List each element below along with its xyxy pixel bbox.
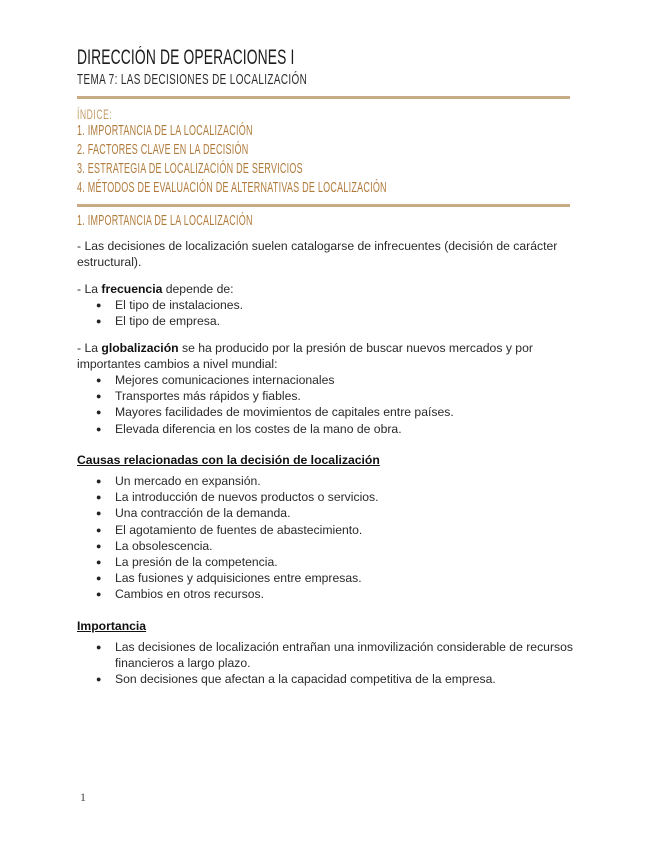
list-item: ● Transportes más rápidos y fiables. (77, 388, 577, 404)
list-item: ● La obsolescencia. (77, 538, 577, 554)
list-item: ● Elevada diferencia en los costes de la mano de obra. (77, 421, 577, 437)
frecuencia-list (77, 297, 577, 329)
frecuencia-suffix: depende de: (162, 282, 234, 296)
list-item: ● Las decisiones de localización entrañan una inmovilización considerable de recursos financieros a largo plazo. (77, 639, 577, 671)
causas-list (77, 473, 577, 603)
list-item: ● El tipo de instalaciones. (77, 297, 577, 313)
index-item-4: 4. MÉTODOS DE EVALUACIÓN DE ALTERNATIVAS DE LOCALIZACIÓN (77, 180, 387, 196)
importancia-list (77, 639, 577, 688)
list-item: ● Mejores comunicaciones internacionales (77, 372, 577, 388)
frecuencia-paragraph (77, 281, 577, 297)
list-item: ● La presión de la competencia. (77, 554, 577, 570)
list-item: ● Son decisiones que afectan a la capacidad competitiva de la empresa. (77, 671, 577, 687)
section-heading: 1. IMPORTANCIA DE LA LOCALIZACIÓN (77, 213, 253, 229)
document-subtitle: TEMA 7: LAS DECISIONES DE LOCALIZACIÓN (77, 71, 308, 88)
index-item-1: 1. IMPORTANCIA DE LA LOCALIZACIÓN (77, 123, 253, 139)
globalizacion-prefix: - La (77, 341, 102, 355)
globalizacion-list (77, 372, 577, 437)
globalizacion-suffix: se ha producido por la presión de buscar nuevos mercados y por importantes cambios a nivel mundial: (77, 341, 533, 372)
list-item: ● La introducción de nuevos productos o servicios. (77, 489, 577, 505)
list-item: ● El agotamiento de fuentes de abastecimiento. (77, 522, 577, 538)
list-item: ● Cambios en otros recursos. (77, 586, 577, 602)
list-item: ● El tipo de empresa. (77, 313, 577, 329)
index-item-2: 2. FACTORES CLAVE EN LA DECISIÓN (77, 142, 249, 158)
globalizacion-paragraph (77, 340, 577, 372)
index-heading: ÍNDICE: (77, 106, 113, 122)
list-item: ● Un mercado en expansión. (77, 473, 577, 489)
intro-paragraph: - Las decisiones de localización suelen catalogarse de infrecuentes (decisión de carácter estructural). (77, 239, 558, 270)
frecuencia-prefix: - La (77, 282, 102, 296)
list-item: ● Mayores facilidades de movimientos de capitales entre países. (77, 404, 577, 420)
list-item: ● Una contracción de la demanda. (77, 505, 577, 521)
index-item-3: 3. ESTRATEGIA DE LOCALIZACIÓN DE SERVICIOS (77, 161, 303, 177)
globalizacion-term: globalización (101, 341, 179, 355)
frecuencia-term: frecuencia (101, 282, 163, 296)
header-divider (77, 96, 570, 99)
page-number: 1 (80, 790, 86, 804)
list-item: ● Las fusiones y adquisiciones entre empresas. (77, 570, 577, 586)
causas-heading: Causas relacionadas con la decisión de localización (77, 453, 380, 467)
importancia-heading: Importancia (77, 619, 147, 633)
index-divider (77, 204, 570, 207)
document-title: DIRECCIÓN DE OPERACIONES I (77, 46, 295, 69)
